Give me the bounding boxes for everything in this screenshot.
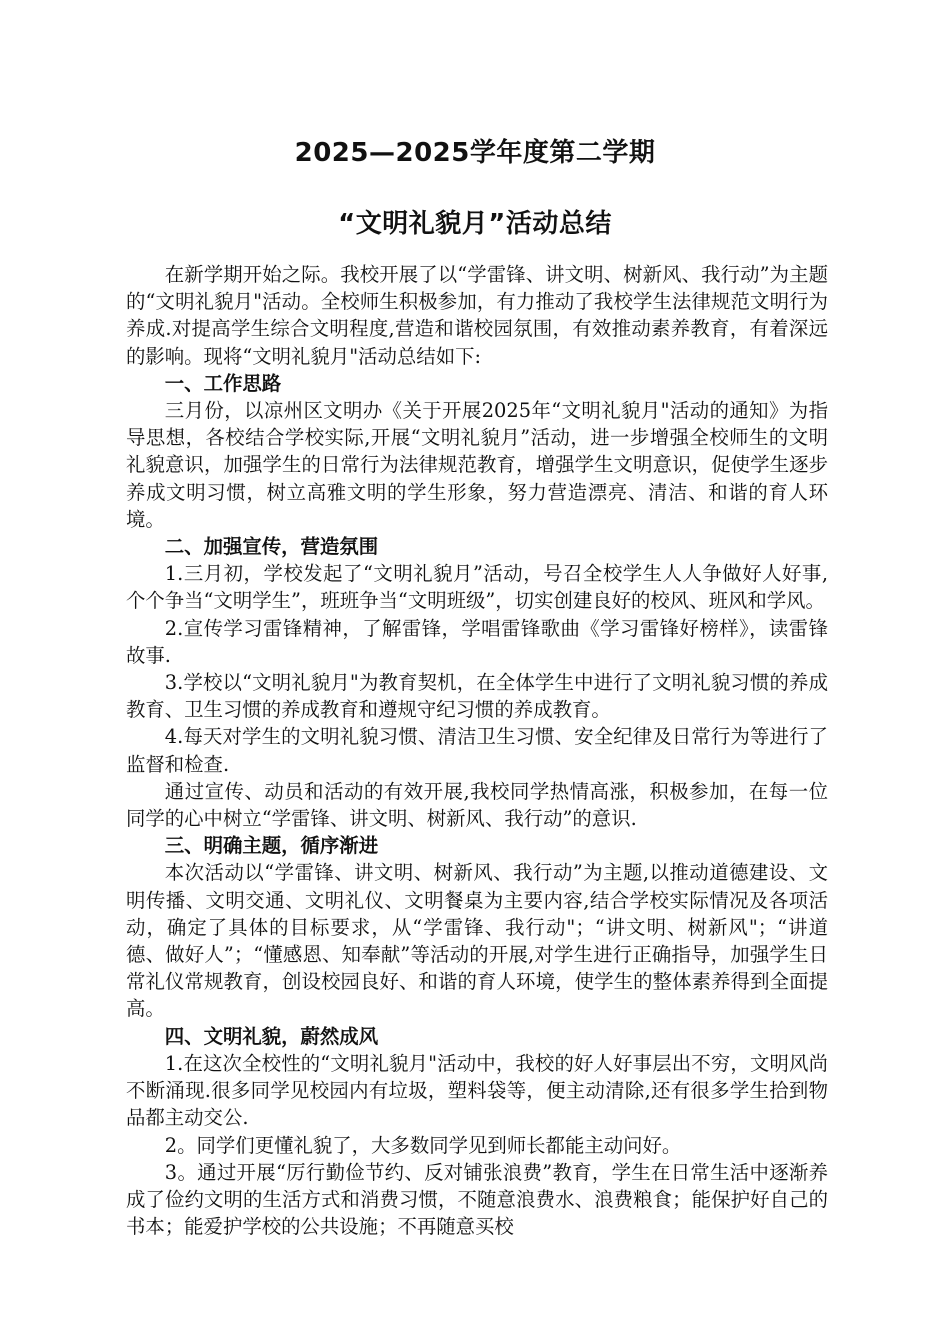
section-heading: 三、明确主题，循序渐进 bbox=[164, 834, 379, 858]
section-heading: 二、加强宣传，营造氛围 bbox=[164, 535, 379, 559]
body-paragraph: 2.宣传学习雷锋精神，了解雷锋，学唱雷锋歌曲《学习雷锋好榜样》，读雷锋故事. bbox=[126, 616, 828, 667]
body-paragraph: 3.学校以“文明礼貌月"为教育契机，在全体学生中进行了文明礼貌习惯的养成教育、卫生习惯的养成教育和遵规守纪习惯的养成教育。 bbox=[126, 671, 828, 722]
document-title-line-1: 2025—2025学年度第二学期 bbox=[294, 138, 656, 168]
body-paragraph: 本次活动以“学雷锋、讲文明、树新风、我行动”为主题,以推动道德建设、文明传播、文明交通、文明礼仪、文明餐桌为主要内容,结合学校实际情况及各项活动，确定了具体的目标要求，从“学雷锋、我行动"；“讲文明、树新风"；“讲道德、做好人”；“懂感恩、知奉献”等活动的开展,对学生进行正确指导，加强学生日常礼仪常规教育，创设校园良好、和谐的育人环境，使学生的整体素养得到全面提高。 bbox=[126, 861, 828, 1021]
body-paragraph: 3。通过开展“厉行勤俭节约、反对铺张浪费”教育，学生在日常生活中逐渐养成了俭约文明的生活方式和消费习惯，不随意浪费水、浪费粮食；能保护好自己的书本；能爱护学校的公共设施；不再随意买校 bbox=[126, 1160, 828, 1239]
body-paragraph: 2。同学们更懂礼貌了，大多数同学见到师长都能主动问好。 bbox=[164, 1133, 682, 1157]
intro-paragraph: 在新学期开始之际。我校开展了以“学雷锋、讲文明、树新风、我行动”为主题的“文明礼貌月"活动。全校师生积极参加，有力推动了我校学生法律规范文明行为养成.对提高学生综合文明程度,营造和谐校园氛围，有效推动素养教育，有着深远的影响。现将“文明礼貌月"活动总结如下: bbox=[126, 263, 828, 368]
document-body bbox=[126, 261, 828, 1240]
body-paragraph: 4.每天对学生的文明礼貌习惯、清洁卫生习惯、安全纪律及日常行为等进行了监督和检查. bbox=[126, 725, 828, 776]
document-title-line-2: “文明礼貌月”活动总结 bbox=[338, 209, 612, 239]
body-paragraph: 三月份，以凉州区文明办《关于开展2025年“文明礼貌月"活动的通知》为指导思想，各校结合学校实际,开展“文明礼貌月”活动，进一步增强全校师生的文明礼貌意识，加强学生的日常行为法律规范教育，增强学生文明意识，促使学生逐步养成文明习惯，树立高雅文明的学生形象，努力营造漂亮、清洁、和谐的育人环境。 bbox=[126, 399, 828, 531]
section-heading: 四、文明礼貌，蔚然成风 bbox=[164, 1024, 379, 1048]
body-paragraph: 1.在这次全校性的“文明礼貌月"活动中，我校的好人好事层出不穷，文明风尚不断涌现.很多同学见校园内有垃圾，塑料袋等，便主动清除,还有很多学生拾到物品都主动交公. bbox=[126, 1051, 828, 1130]
body-paragraph: 1.三月初，学校发起了“文明礼貌月”活动，号召全校学生人人争做好人好事,个个争当“文明学生”，班班争当“文明班级”，切实创建良好的校风、班风和学风。 bbox=[126, 562, 828, 613]
body-paragraph: 通过宣传、动员和活动的有效开展,我校同学热情高涨，积极参加，在每一位同学的心中树立“学雷锋、讲文明、树新风、我行动”的意识. bbox=[126, 779, 828, 831]
section-heading: 一、工作思路 bbox=[164, 371, 282, 395]
